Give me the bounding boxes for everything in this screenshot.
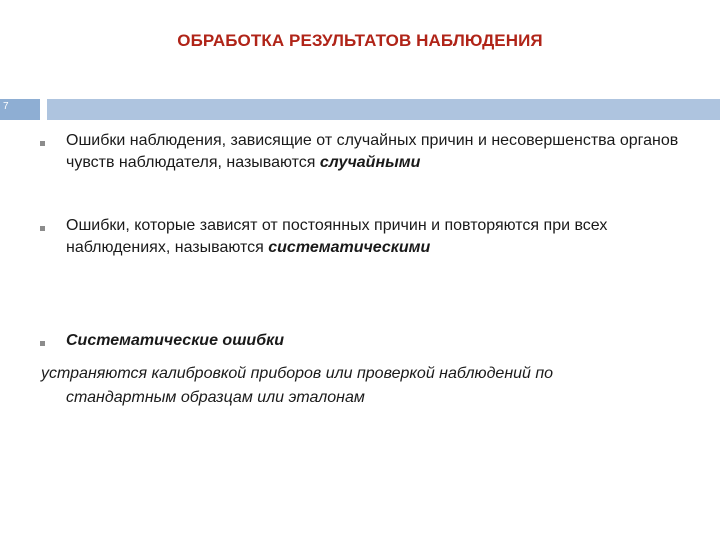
header-bar	[47, 99, 720, 120]
note-line-1: устраняются калибровкой приборов или проверкой наблюдений по	[41, 365, 554, 382]
note-line-2: стандартным образцам или эталонам	[66, 389, 365, 406]
list-item-emphasis: систематическими	[268, 239, 431, 256]
bullet-marker	[40, 341, 45, 346]
list-item-note	[41, 362, 701, 410]
slide-number: 7	[3, 101, 9, 112]
list-item-text: Ошибки наблюдения, зависящие от случайных причин и несовершенства органов чувств наблюдателя, называются	[66, 132, 679, 171]
list-item-text: Ошибки, которые зависят от постоянных причин и повторяются при всех наблюдениях, называются	[66, 217, 608, 256]
list-item-emphasis: случайными	[319, 154, 421, 171]
bullet-marker	[40, 226, 45, 231]
list-item	[66, 130, 706, 174]
slide-number-box	[0, 99, 40, 120]
list-item-title: Систематические ошибки	[66, 332, 284, 349]
bullet-marker	[40, 141, 45, 146]
list-item	[66, 215, 706, 259]
slide-title: ОБРАБОТКА РЕЗУЛЬТАТОВ НАБЛЮДЕНИЯ	[177, 31, 543, 50]
